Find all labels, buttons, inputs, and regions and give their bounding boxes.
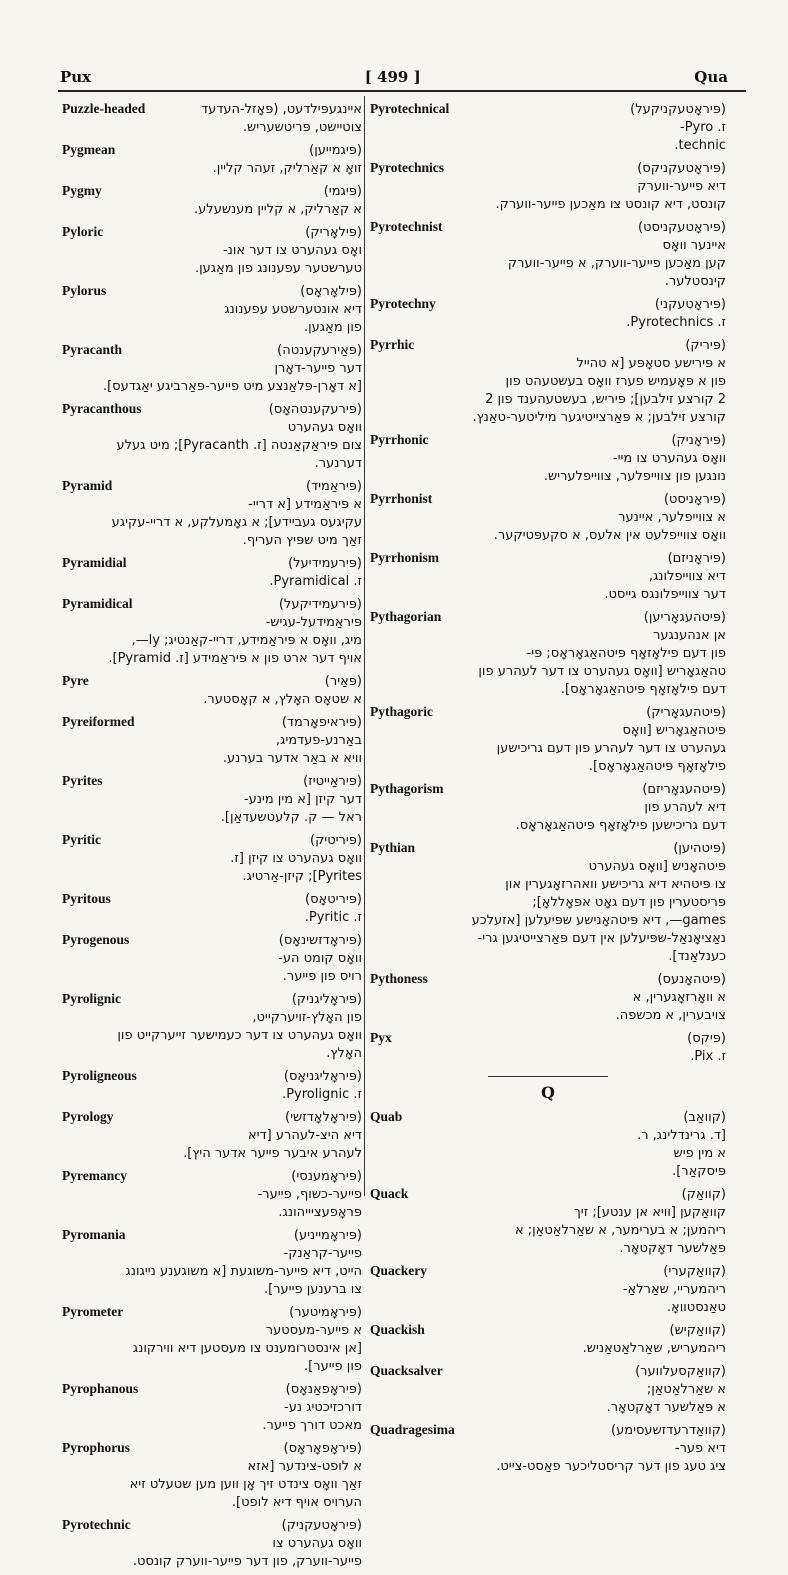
dictionary-entry (370, 703, 726, 776)
definition-line: וויא א באַר אדער בערנע. (222, 751, 362, 766)
definition-line: געהערט צו דער לעהרע פון דעם גריכישען (496, 741, 726, 756)
definition-line: technic. (674, 138, 726, 153)
pronunciation: (פּיטהעגאָריק) (646, 705, 726, 720)
pronunciation: (פּיריטאָס) (305, 892, 362, 907)
entry-headline (62, 672, 362, 691)
entry-headline (62, 1108, 362, 1127)
headword: Quadragesima (370, 1422, 455, 1437)
entry-headline (62, 282, 362, 301)
definition-line: ואָס געהערט צו דער אונ- (222, 243, 362, 258)
pronunciation: (פּירעמידיקעל) (278, 597, 362, 612)
dictionary-entry (62, 554, 362, 591)
entry-headline (370, 159, 726, 178)
headword: Pyrotechnist (370, 219, 443, 234)
pronunciation: (פּיגמי) (323, 184, 362, 199)
entry-headline (370, 336, 726, 355)
dictionary-entry (370, 100, 726, 155)
definition-line: כענלאַנד]. (668, 949, 726, 964)
headword: Pythoness (370, 971, 428, 986)
pronunciation: (פּיראָליגניק) (291, 992, 362, 1007)
definition-line: זאַך וואָס צינדט זיך אָן ווען מען שטעלט זיא (129, 1477, 362, 1492)
entry-headline (62, 713, 362, 732)
entry-headline (370, 703, 726, 722)
pronunciation: (פּיריטיק) (310, 833, 362, 848)
headword: Pyrites (62, 773, 103, 788)
headword: Pyrotechnical (370, 101, 450, 116)
definition-line: פון פייער]. (304, 1359, 362, 1374)
entry-headline (370, 218, 726, 237)
dictionary-entry (370, 431, 726, 486)
definition-line: א לופט-צינדער [אזא (247, 1459, 362, 1474)
definition-line: דער קיזן [א מין מינע- (243, 792, 362, 807)
definition-line: וואָס צווייפלעט אין אלעס, א סקעפּטיקער. (493, 528, 726, 543)
definition-line: פון א פּאָעמיש פערז וואָס בעשטעהט פון (505, 374, 726, 389)
definition-line: [א דאָרן-פּלאַנצע מיט פייער-פּאַרביגע יאַגדעס]. (102, 379, 362, 394)
definition-line: א פּאַלשער דאָקטאָר. (606, 1400, 726, 1415)
dictionary-entry (370, 1362, 726, 1417)
definition-line: וואָס געהערט צו דער כעמישער זייערקייט פון (117, 1028, 362, 1043)
column-divider (364, 96, 365, 1196)
entry-headline (62, 1167, 362, 1186)
dictionary-entry (62, 1108, 362, 1163)
definition-line: פייער-קראַנק- (283, 1246, 362, 1261)
definition-line: איינער וואָס (662, 238, 726, 253)
definition-line: פון דעם פילאָזאָף פּיטהאַגאָראָס; פּי- (526, 646, 726, 661)
definition-line: טהאַגאָריש [וואָס געהערט צו דער לעהרע פון (478, 664, 726, 679)
entry-headline (370, 1185, 726, 1204)
definition-line: דיא פייער-ווערק (637, 179, 726, 194)
dictionary-entry (370, 839, 726, 966)
pronunciation: (פּיראָליגניאָס) (283, 1069, 362, 1084)
pronunciation: (פּירעקענטהאָס) (268, 402, 362, 417)
dictionary-entry (62, 831, 362, 886)
header-left-guide-word: Pux (60, 68, 92, 86)
dictionary-entry (370, 218, 726, 291)
entry-headline (370, 970, 726, 989)
left-column (62, 100, 362, 1575)
dictionary-entry (62, 223, 362, 278)
definition-line: א צווייפלער, איינער (618, 510, 726, 525)
entry-headline (62, 890, 362, 909)
definition-line: ריהמען; א בערימער, א שאַרלאַטאַן; א (514, 1223, 726, 1238)
pronunciation: (פּיראָטעקניק) (281, 1518, 362, 1533)
headword: Pyramidial (62, 555, 127, 570)
entry-headline (370, 549, 726, 568)
definition-line: ז. Pix. (690, 1049, 726, 1064)
definition-line: ריהמעריש, שאַרלאַטאַניש. (582, 1341, 726, 1356)
entry-headline (62, 141, 362, 160)
headword: Pyracanth (62, 342, 122, 357)
definition-line: רויס פון פייער. (282, 969, 362, 984)
entry-headline (62, 100, 362, 119)
entry-headline (62, 223, 362, 242)
entry-headline (62, 1516, 362, 1535)
entry-headline (370, 431, 726, 450)
pronunciation: (פּיראַמיד) (305, 479, 362, 494)
definition-line: [ד. גרינדלינג, ר. (637, 1128, 726, 1143)
definition-line: וואָס קומט הע- (278, 951, 362, 966)
pronunciation: (קוואַקערי) (663, 1264, 726, 1279)
dictionary-entry (62, 1167, 362, 1222)
definition-line: קונסט, דיא קונסט צו מאַכען פייער-ווערק. (495, 197, 726, 212)
headword: Pyramidical (62, 596, 133, 611)
definition-line: פילאָזאָף פּיטהאַגאָראָס]. (588, 759, 726, 774)
headword: Pyrrhonic (370, 432, 429, 447)
definition-line: דעם פילאָזאָף פּיטהאַגאָראָס]. (560, 682, 726, 697)
entry-headline (62, 1439, 362, 1458)
entry-headline (62, 990, 362, 1009)
dictionary-entry (62, 182, 362, 219)
pronunciation: (פּיטהאָנעס) (657, 972, 726, 987)
dictionary-entry (62, 141, 362, 178)
pronunciation: (פּיראָמענסי) (291, 1169, 362, 1184)
dictionary-entry (62, 341, 362, 396)
pronunciation: (פּילאָריק) (305, 225, 362, 240)
pronunciation: (פּיראָמיטער) (289, 1305, 362, 1320)
dictionary-entry (62, 477, 362, 550)
page-header (60, 66, 728, 88)
pronunciation: (קוואַק) (681, 1187, 726, 1202)
pronunciation: (פּאַירעקענטה) (277, 343, 362, 358)
headword: Puzzle-headed (62, 101, 146, 116)
definition-line: וואָס געהערט (287, 420, 362, 435)
headword: Pyre (62, 673, 89, 688)
headword: Pyrometer (62, 1304, 124, 1319)
definition-line: הערויס אויף דיא לופט]. (231, 1495, 362, 1510)
definition-line: א פּירישע סטאָפּע [א טהייל (576, 356, 726, 371)
dictionary-entry (62, 931, 362, 986)
definition-line: דערנער. (314, 456, 362, 471)
definition-line: עקיגעס געביידע]; א גאָמעלקע, א דריי-עקיגע (111, 515, 362, 530)
pronunciation: (פּיריק) (685, 338, 726, 353)
entry-headline (62, 341, 362, 360)
entry-headline (62, 831, 362, 850)
dictionary-entry (370, 1421, 726, 1476)
definition-line: פון האָלץ-זויערקייט, (252, 1010, 362, 1025)
dictionary-entry (370, 336, 726, 427)
headword: Pyrolignic (62, 991, 121, 1006)
definition-line: א פּיראַמידע [א דריי- (248, 497, 362, 512)
dictionary-entry (62, 672, 362, 709)
definition-line: א קאַרליק, א קליין מענשעלע. (194, 202, 362, 217)
entry-headline (370, 1262, 726, 1281)
definition-line: באַרנע-פעדמיג, (275, 733, 362, 748)
entry-headline (62, 1380, 362, 1399)
headword: Pyrology (62, 1109, 114, 1124)
definition-line: אויף דער ארט פון א פּיראַמידע [ז. Pyramid]. (108, 651, 362, 666)
pronunciation: (פּיראָניק) (671, 433, 726, 448)
headword: Pyromania (62, 1227, 126, 1242)
pronunciation: (פּיראָניזם) (667, 551, 726, 566)
dictionary-entry (370, 780, 726, 835)
dictionary-entry (62, 282, 362, 337)
dictionary-entry (62, 595, 362, 668)
pronunciation: (קוואַדרעדזשעסימע) (611, 1423, 726, 1438)
definition-line: דיא לעהרע פון (644, 800, 726, 815)
dictionary-entry (62, 1380, 362, 1435)
definition-line: הייט, דיא פייער-משוגעת [א משוגענע נייגונג (125, 1264, 362, 1279)
definition-line: פון מאַגען. (303, 320, 362, 335)
header-rule (58, 90, 746, 92)
headword: Pyreiformed (62, 714, 135, 729)
pronunciation: (פּיראָדזשינאָס) (278, 933, 362, 948)
headword: Pyx (370, 1030, 392, 1045)
definition-line: זואָ א קאַרליק, זעהר קליין. (212, 161, 362, 176)
definition-line: נונגען פון צווייפלער, צווייפלעריש. (543, 469, 726, 484)
definition-line: צו ברענען פייער]. (263, 1282, 362, 1297)
definition-line: טערשטער עפענונג פון מאַגען. (194, 261, 362, 276)
headword: Quacksalver (370, 1363, 443, 1378)
entry-headline (370, 1362, 726, 1381)
definition-line: קורצע זילבען; א פּאַרצייטיגער מיליטער-טאַנץ. (472, 410, 726, 425)
definition-line: לעהרע איבער פייער אדער היץ]. (183, 1146, 362, 1161)
dictionary-entry (62, 1067, 362, 1104)
headword: Quackery (370, 1263, 427, 1278)
dictionary-entry (370, 1029, 726, 1066)
pronunciation: (פּירעמידיעל) (288, 556, 362, 571)
definition-line: ז. Pyro- (679, 120, 726, 135)
headword: Pyloric (62, 224, 104, 239)
headword: Pyrrhic (370, 337, 415, 352)
entry-headline (370, 490, 726, 509)
entry-headline (370, 839, 726, 858)
pronunciation: (פּיראָטעקניקס) (637, 161, 726, 176)
definition-line: וואָס געהערט צו קיזן [ז. (230, 851, 362, 866)
headword: Quackish (370, 1322, 425, 1337)
definition-line: האָלץ. (326, 1046, 362, 1061)
entry-headline (62, 1303, 362, 1322)
definition-line: טאַנסטוואָ. (666, 1300, 726, 1315)
definition-line: פייער-ווערק, פון דער פייער-ווערק קונסט. (132, 1554, 362, 1569)
pronunciation: (פּיראָפאַנאָס) (285, 1382, 362, 1397)
headword: Pyritous (62, 891, 111, 906)
headword: Pyritic (62, 832, 101, 847)
pronunciation: (פּיגמייען) (309, 143, 362, 158)
dictionary-entry (370, 608, 726, 699)
headword: Pyramid (62, 478, 113, 493)
definition-line: מיג, וואָס א פּיראַמידע, דריי-קאַנטיג; ly—, (131, 633, 362, 648)
headword: Pythian (370, 840, 416, 855)
pronunciation: (פּיראָטעקניסט) (638, 220, 726, 235)
definition-line: א שטאָס האָלץ, א קאָסטער. (203, 692, 362, 707)
dictionary-entry (370, 490, 726, 545)
definition-line: צום פּיראַקאַנטה [ז. Pyracanth]; מיט געלע (116, 438, 362, 453)
entry-headline (62, 477, 362, 496)
definition-line: נאַציאָנאַל-שפּיעלען אין דעם פּאַרצייטיגען גרי- (477, 931, 726, 946)
page-number: [ 499 ] (364, 68, 421, 86)
dictionary-entry (62, 1439, 362, 1512)
entry-headline (62, 1067, 362, 1086)
headword: Pythagorian (370, 609, 442, 624)
definition-line: פּאַלשער דאָקטאָר. (619, 1241, 726, 1256)
pronunciation: (פּיטהיען) (673, 841, 726, 856)
headword: Pyrophanous (62, 1381, 139, 1396)
dictionary-entry (370, 1185, 726, 1258)
entry-headline (62, 931, 362, 950)
dictionary-entry (370, 970, 726, 1025)
definition-line: ציג טעג פון דער קריסטליכער פאַסט-צייט. (496, 1459, 726, 1474)
headword: Pyrotechny (370, 296, 436, 311)
definition-line: דיא היצ-לעהרע [דיא (247, 1128, 362, 1143)
definition-line: פּיטהאָניש [וואָס געהערט (588, 859, 726, 874)
pronunciation: (פּיראיפאָרמד) (281, 715, 362, 730)
dictionary-entry (62, 1226, 362, 1299)
headword: Pythagoric (370, 704, 433, 719)
pronunciation: (פּיטהעגאָריזם) (642, 782, 726, 797)
headword: Quab (370, 1109, 403, 1124)
definition-line: זאַך מיט שפּיץ העריף. (242, 533, 362, 548)
definition-line: קען מאַכען פייער-ווערק, א פייער-ווערק (507, 256, 726, 271)
dictionary-entry (62, 1303, 362, 1376)
definition-line: ריהמעריי, שאַרלאַ- (622, 1282, 726, 1297)
dictionary-entry (370, 295, 726, 332)
entry-headline (370, 608, 726, 627)
entry-headline (370, 1029, 726, 1048)
section-rule (488, 1076, 608, 1077)
definition-line: צוטיישט, פּריטשעריש. (242, 120, 362, 135)
headword: Pyracanthous (62, 401, 142, 416)
definition-line: דער פייער-דאָרן (274, 361, 362, 376)
definition-line: [אן אינסטרומענט צו מעסטען דיא ווירקונג (132, 1341, 362, 1356)
pronunciation: (קוואַב) (683, 1110, 726, 1125)
pronunciation: איינגעפּילדעט, (פּאָזל-העדעד (201, 102, 362, 117)
definition-line: א פייער-מעסטער (265, 1323, 362, 1338)
definition-line: פּיטהאַגאָריש [וואָס (622, 723, 726, 738)
definition-line: ז. Pyramidical. (269, 574, 362, 589)
pronunciation: (פּיראָפאָראָס) (283, 1441, 362, 1456)
dictionary-entry (62, 400, 362, 473)
definition-line: ז. Pyrolignic. (282, 1087, 362, 1102)
dictionary-entry (62, 100, 362, 137)
entry-headline (370, 1321, 726, 1340)
definition-line: ז. Pyrotechnics. (626, 315, 726, 330)
definition-line: פּיראַמידעל-עגיש- (265, 615, 362, 630)
headword: Pyrrhonist (370, 491, 433, 506)
pronunciation: (פּאַיר) (324, 674, 362, 689)
headword: Pylorus (62, 283, 107, 298)
definition-line: 2 קורצע זילבען]; פּיריש, בעשטעהענד פון 2 (485, 392, 726, 407)
definition-line: ראל — ק. קלעטשעדאַן]. (220, 810, 362, 825)
dictionary-entry (62, 772, 362, 827)
entry-headline (370, 295, 726, 314)
headword: Pythagorism (370, 781, 444, 796)
pronunciation: (פּילאָראָס) (300, 284, 362, 299)
definition-line: games—, דיא פּיטהאָנישע שפּיעלען [אזעלכע (471, 913, 726, 928)
definition-line: א וואָרזאָגערין, א (632, 990, 726, 1005)
definition-line: פּריסטערין פון דעם גאָט אפּאָללאָ]; (532, 895, 726, 910)
definition-line: דיא אונטערשטע עפענונג (224, 302, 362, 317)
section-letter: Q (541, 1083, 555, 1102)
definition-line: פייער-כשוף, פייער- (257, 1187, 362, 1202)
section-heading-q (370, 1076, 726, 1102)
pronunciation: (פּיראָטעקני) (654, 297, 726, 312)
headword: Pyremancy (62, 1168, 127, 1183)
pronunciation: (פּיראָמייניע) (293, 1228, 362, 1243)
dictionary-entry (62, 990, 362, 1063)
entry-headline (370, 1421, 726, 1440)
entry-headline (370, 780, 726, 799)
dictionary-entry (370, 549, 726, 604)
definition-line: א מין פיש (673, 1146, 726, 1161)
dictionary-entry (370, 1108, 726, 1181)
definition-line: דורכזיכטיג נע- (284, 1400, 362, 1415)
definition-line: דעם גריכישען פילאָזאָף פּיטהאַגאָראָס. (515, 818, 726, 833)
definition-line: וואָס געהערט צו (272, 1536, 362, 1551)
definition-line: וואָס געהערט צו מיי- (612, 451, 726, 466)
entry-headline (62, 554, 362, 573)
definition-line: קינסטלער. (664, 274, 726, 289)
dictionary-entry (370, 1321, 726, 1358)
dictionary-entry (62, 1516, 362, 1571)
headword: Pyrophorus (62, 1440, 131, 1455)
entry-headline (62, 595, 362, 614)
pronunciation: (פּיקס) (687, 1031, 726, 1046)
headword: Pyrotechnic (62, 1517, 131, 1532)
header-right-guide-word: Qua (694, 68, 728, 86)
definition-line: פּיסקאַר]. (672, 1164, 726, 1179)
pronunciation: (פּיראָטעקניקעל) (630, 102, 726, 117)
pronunciation: (פּיטהעגאָריען) (643, 610, 726, 625)
headword: Pygmean (62, 142, 116, 157)
dictionary-entry (62, 890, 362, 927)
right-column (370, 100, 726, 1480)
entry-headline (62, 772, 362, 791)
pronunciation: (קוואַקסעלווער) (635, 1364, 726, 1379)
definition-line: דער צווייפלונגס גייסט. (604, 587, 726, 602)
entry-headline (62, 400, 362, 419)
definition-line: דיא צווייפלונג, (648, 569, 726, 584)
definition-line: ז. Pyritic. (304, 910, 362, 925)
pronunciation: (פּיראָניסט) (663, 492, 726, 507)
dictionary-entry (370, 159, 726, 214)
pronunciation: (קוואַקיש) (669, 1323, 726, 1338)
headword: Pygmy (62, 183, 102, 198)
definition-line: צויבערין, א מכשפה. (615, 1008, 726, 1023)
headword: Pyrogenous (62, 932, 130, 947)
definition-line: פּראָפעציייהונג. (278, 1205, 362, 1220)
dictionary-entry (370, 1262, 726, 1317)
entry-headline (62, 182, 362, 201)
definition-line: א שאַרלאַטאַן; (646, 1382, 726, 1397)
entry-headline (370, 100, 726, 119)
headword: Pyrotechnics (370, 160, 444, 175)
headword: Pyroligneous (62, 1068, 137, 1083)
definition-line: אן אנהענגער (653, 628, 726, 643)
definition-line: דיא פער- (674, 1441, 726, 1456)
headword: Quack (370, 1186, 409, 1201)
definition-line: קוואַקען [וויא אן ענטע]; זיך (573, 1205, 726, 1220)
entry-headline (370, 1108, 726, 1127)
definition-line: מאכט דורך פייער. (262, 1418, 362, 1433)
pronunciation: (פּיראַייטיז) (303, 774, 362, 789)
definition-line: Pyrites]; קיזן-אַרטיג. (242, 869, 362, 884)
pronunciation: (פּיראָלאָדזשי) (285, 1110, 362, 1125)
definition-line: צו פּיטהיא דיא גריכישע וואהרזאָגערין און (505, 877, 726, 892)
dictionary-entry (62, 713, 362, 768)
headword: Pyrrhonism (370, 550, 439, 565)
